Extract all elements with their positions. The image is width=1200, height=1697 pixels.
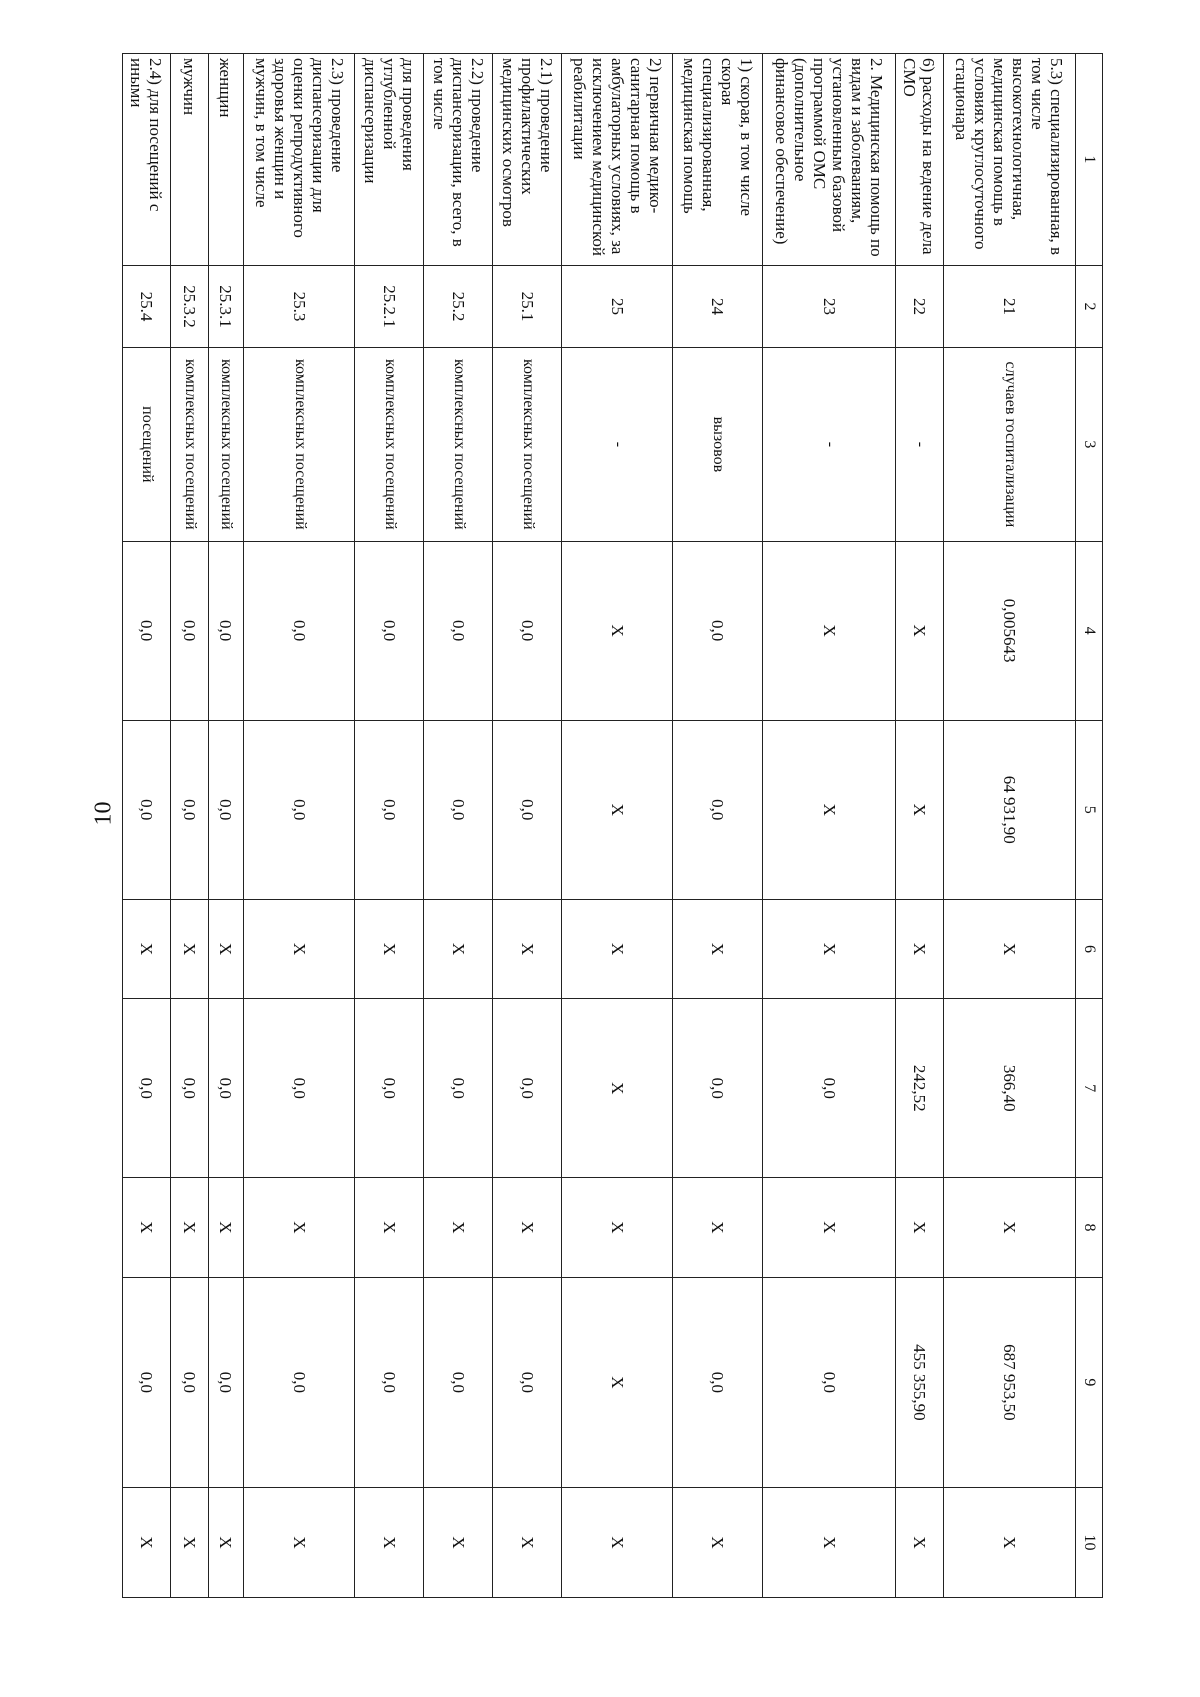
table-cell-col-1: 2. Медицинская помощь по видам и заболеваниям, установленным базовой программой ОМС (дополнительное финансовое обеспечение)	[763, 54, 895, 266]
table-cell-col-3: посещений	[123, 348, 171, 541]
table-cell-col-7: 242,52	[895, 999, 943, 1178]
table-cell-col-8: X	[763, 1178, 895, 1277]
table-cell-col-7: 0,0	[763, 999, 895, 1178]
table-cell-col-7: 0,0	[355, 999, 424, 1178]
column-number-row	[1076, 54, 1103, 1598]
table-cell-col-4: 0,0	[244, 541, 355, 720]
table-cell-col-10: X	[493, 1488, 562, 1598]
table-cell-col-10: X	[208, 1488, 244, 1598]
table-cell-col-4: X	[763, 541, 895, 720]
table-cell-col-4: 0,0	[208, 541, 244, 720]
table-cell-col-4: X	[895, 541, 943, 720]
table-cell-col-8: X	[673, 1178, 763, 1277]
column-number: 1	[1076, 54, 1103, 266]
table-cell-col-6: X	[943, 899, 1075, 998]
table-cell-col-2: 25.3.2	[170, 265, 208, 347]
table-cell-col-4: 0,0	[123, 541, 171, 720]
table-row	[895, 54, 943, 1598]
table-cell-col-7: 0,0	[673, 999, 763, 1178]
table-cell-col-9: 0,0	[208, 1277, 244, 1487]
table-cell-col-9: X	[562, 1277, 673, 1487]
table-cell-col-8: X	[123, 1178, 171, 1277]
table-cell-col-1: мужчин	[170, 54, 208, 266]
table-cell-col-7: 0,0	[170, 999, 208, 1178]
table-row	[355, 54, 424, 1598]
table-cell-col-10: X	[355, 1488, 424, 1598]
table-cell-col-8: X	[943, 1178, 1075, 1277]
column-number: 3	[1076, 348, 1103, 541]
table-cell-col-7: X	[562, 999, 673, 1178]
table-cell-col-5: 0,0	[355, 720, 424, 899]
table-cell-col-5: 0,0	[424, 720, 493, 899]
table-cell-col-2: 25.2	[424, 265, 493, 347]
table-cell-col-2: 21	[943, 265, 1075, 347]
table-cell-col-2: 25.4	[123, 265, 171, 347]
table-cell-col-2: 25.1	[493, 265, 562, 347]
table-cell-col-1: женщин	[208, 54, 244, 266]
column-number: 2	[1076, 265, 1103, 347]
table-cell-col-1: 1) скорая, в том числе скорая специализированная, медицинская помощь	[673, 54, 763, 266]
table-cell-col-5: 0,0	[244, 720, 355, 899]
table-cell-col-1: 2.2) проведение диспансеризации, всего, в том числе	[424, 54, 493, 266]
table-cell-col-2: 25.3	[244, 265, 355, 347]
table-row	[493, 54, 562, 1598]
column-number: 7	[1076, 999, 1103, 1178]
table-cell-col-3: -	[562, 348, 673, 541]
table-cell-col-7: 0,0	[123, 999, 171, 1178]
table-cell-col-10: X	[562, 1488, 673, 1598]
column-number: 5	[1076, 720, 1103, 899]
table-cell-col-5: X	[562, 720, 673, 899]
table-cell-col-9: 0,0	[493, 1277, 562, 1487]
table-cell-col-5: 64 931,90	[943, 720, 1075, 899]
table-cell-col-5: 0,0	[208, 720, 244, 899]
table-cell-col-1: 5.3) специализированная, в том числе высокотехнологичная, медицинская помощь в условиях круглосуточного стационара	[943, 54, 1075, 266]
table-cell-col-10: X	[943, 1488, 1075, 1598]
table-cell-col-1: 2.1) проведение профилактических медицинских осмотров	[493, 54, 562, 266]
table-cell-col-4: 0,0	[493, 541, 562, 720]
table-cell-col-7: 0,0	[244, 999, 355, 1178]
table-cell-col-8: X	[170, 1178, 208, 1277]
table-cell-col-5: X	[895, 720, 943, 899]
table-cell-col-4: 0,0	[424, 541, 493, 720]
table-cell-col-10: X	[424, 1488, 493, 1598]
table-cell-col-8: X	[424, 1178, 493, 1277]
table-cell-col-8: X	[895, 1178, 943, 1277]
column-number: 9	[1076, 1277, 1103, 1487]
table-row	[673, 54, 763, 1598]
table-cell-col-10: X	[170, 1488, 208, 1598]
table-cell-col-5: X	[763, 720, 895, 899]
table-cell-col-10: X	[123, 1488, 171, 1598]
table-cell-col-4: 0,0	[355, 541, 424, 720]
table-cell-col-7: 366,40	[943, 999, 1075, 1178]
page-number: 10	[90, 801, 117, 826]
table-cell-col-3: комплексных посещений	[493, 348, 562, 541]
table-cell-col-7: 0,0	[424, 999, 493, 1178]
table-cell-col-6: X	[355, 899, 424, 998]
column-number: 10	[1076, 1488, 1103, 1598]
table-row	[943, 54, 1075, 1598]
table-cell-col-8: X	[208, 1178, 244, 1277]
column-number: 6	[1076, 899, 1103, 998]
table-cell-col-7: 0,0	[493, 999, 562, 1178]
table-cell-col-4: X	[562, 541, 673, 720]
table-cell-col-5: 0,0	[493, 720, 562, 899]
table-cell-col-3: -	[763, 348, 895, 541]
table-row	[763, 54, 895, 1598]
table-cell-col-4: 0,0	[673, 541, 763, 720]
table-cell-col-6: X	[763, 899, 895, 998]
table-cell-col-1: 2.3) проведение диспансеризации для оценки репродуктивного здоровья женщин и мужчин, в том числе	[244, 54, 355, 266]
table-cell-col-9: 455 355,90	[895, 1277, 943, 1487]
table-cell-col-6: X	[493, 899, 562, 998]
table-cell-col-4: 0,0	[170, 541, 208, 720]
table-cell-col-3: комплексных посещений	[208, 348, 244, 541]
table-cell-col-2: 23	[763, 265, 895, 347]
table-row	[123, 54, 171, 1598]
table-cell-col-8: X	[355, 1178, 424, 1277]
table-row	[562, 54, 673, 1598]
table-cell-col-9: 0,0	[170, 1277, 208, 1487]
column-number: 4	[1076, 541, 1103, 720]
table-cell-col-7: 0,0	[208, 999, 244, 1178]
table-cell-col-6: X	[244, 899, 355, 998]
table-cell-col-5: 0,0	[123, 720, 171, 899]
table-cell-col-3: случаев госпитализации	[943, 348, 1075, 541]
table-cell-col-6: X	[673, 899, 763, 998]
table-cell-col-1: 2) первичная медико-санитарная помощь в амбулаторных условиях, за исключением медицинской реабилитации	[562, 54, 673, 266]
table-cell-col-8: X	[562, 1178, 673, 1277]
table-cell-col-1: 2.4) для посещений с иными	[123, 54, 171, 266]
table-cell-col-6: X	[562, 899, 673, 998]
table-cell-col-6: X	[424, 899, 493, 998]
table-cell-col-4: 0,005643	[943, 541, 1075, 720]
table-cell-col-10: X	[244, 1488, 355, 1598]
table-row	[424, 54, 493, 1598]
financing-table	[122, 53, 1103, 1598]
table-cell-col-9: 0,0	[673, 1277, 763, 1487]
table-cell-col-5: 0,0	[170, 720, 208, 899]
table-cell-col-9: 0,0	[763, 1277, 895, 1487]
table-cell-col-3: комплексных посещений	[424, 348, 493, 541]
table-cell-col-3: комплексных посещений	[355, 348, 424, 541]
table-cell-col-9: 0,0	[424, 1277, 493, 1487]
table-cell-col-8: X	[244, 1178, 355, 1277]
table-cell-col-9: 687 953,50	[943, 1277, 1075, 1487]
table-cell-col-9: 0,0	[355, 1277, 424, 1487]
table-cell-col-3: комплексных посещений	[244, 348, 355, 541]
table-row	[170, 54, 208, 1598]
table-cell-col-3: -	[895, 348, 943, 541]
table-cell-col-10: X	[673, 1488, 763, 1598]
rotated-table-container	[122, 53, 1103, 1598]
table-cell-col-6: X	[170, 899, 208, 998]
table-cell-col-5: 0,0	[673, 720, 763, 899]
table-cell-col-1: 6) расходы на ведение дела СМО	[895, 54, 943, 266]
table-cell-col-6: X	[895, 899, 943, 998]
table-row	[208, 54, 244, 1598]
table-cell-col-9: 0,0	[123, 1277, 171, 1487]
table-cell-col-6: X	[208, 899, 244, 998]
table-cell-col-3: вызовов	[673, 348, 763, 541]
table-cell-col-2: 22	[895, 265, 943, 347]
table-cell-col-10: X	[763, 1488, 895, 1598]
table-cell-col-2: 24	[673, 265, 763, 347]
table-cell-col-2: 25.2.1	[355, 265, 424, 347]
table-cell-col-9: 0,0	[244, 1277, 355, 1487]
table-cell-col-2: 25	[562, 265, 673, 347]
table-cell-col-6: X	[123, 899, 171, 998]
table-cell-col-3: комплексных посещений	[170, 348, 208, 541]
table-cell-col-1: для проведения углубленной диспансеризации	[355, 54, 424, 266]
table-row	[244, 54, 355, 1598]
table-cell-col-10: X	[895, 1488, 943, 1598]
table-cell-col-2: 25.3.1	[208, 265, 244, 347]
column-number: 8	[1076, 1178, 1103, 1277]
table-cell-col-8: X	[493, 1178, 562, 1277]
